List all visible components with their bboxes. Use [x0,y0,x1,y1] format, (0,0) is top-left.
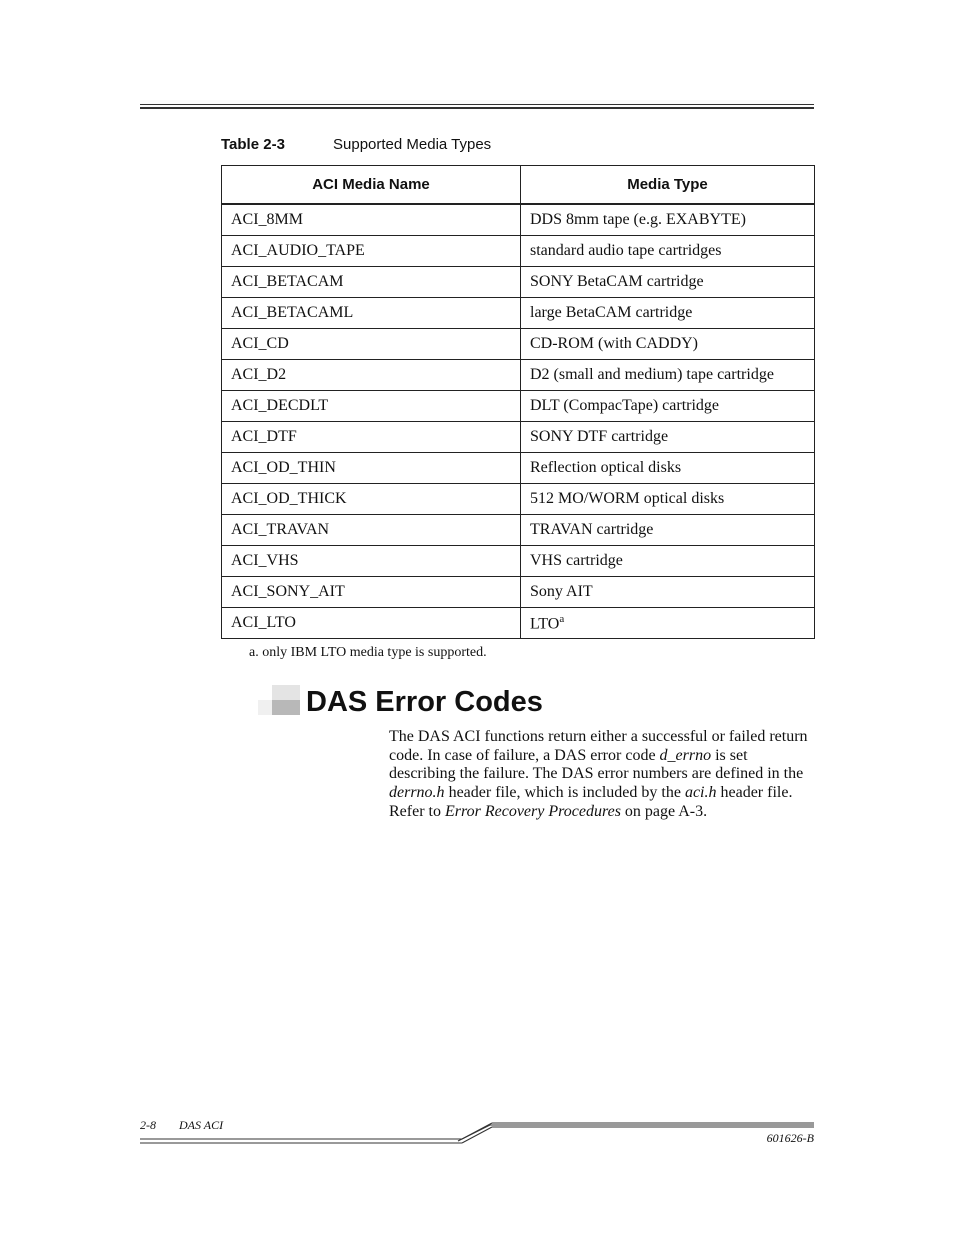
media-name-cell: ACI_DTF [222,422,521,453]
table-row [222,236,815,267]
media-type-cell: large BetaCAM cartridge [521,298,815,329]
table-title: Supported Media Types [333,136,492,153]
media-name-cell: ACI_TRAVAN [222,515,521,546]
media-type-cell: SONY DTF cartridge [521,422,815,453]
media-name-cell: ACI_CD [222,329,521,360]
media-type-cell: 512 MO/WORM optical disks [521,484,815,515]
footer-rule [140,1120,814,1146]
media-types-table [221,165,815,639]
media-name-cell: ACI_OD_THICK [222,484,521,515]
media-type-cell: D2 (small and medium) tape cartridge [521,360,815,391]
table-row [222,298,815,329]
footer-title: DAS ACI [179,1118,224,1132]
media-type-cell: DDS 8mm tape (e.g. EXABYTE) [521,204,815,236]
body-text: The DAS ACI functions return either a successful or failed return code. In case of failure, a DAS error code [389,728,808,764]
document-number: 601626-B [766,1131,814,1145]
media-name-cell: ACI_D2 [222,360,521,391]
media-type-text: LTO [530,615,560,633]
table-header-row [222,166,815,205]
body-italic: derrno.h [389,784,445,802]
media-name-cell: ACI_AUDIO_TAPE [222,236,521,267]
heading-bullet-icon [258,685,300,715]
table-row [222,329,815,360]
table-row [222,204,815,236]
body-text: header file, which is included by the [444,784,685,802]
body-text: header file. Refer to [389,784,793,820]
table-row [222,577,815,608]
media-type-cell [521,608,815,639]
body-italic: Error Recovery Procedures [444,802,621,820]
page-number: 2-8 [140,1118,156,1132]
table-row [222,546,815,577]
table-row [222,515,815,546]
table-footnote: a. only IBM LTO media type is supported. [249,645,487,660]
column-header: ACI Media Name [222,166,521,205]
media-type-cell: Sony AIT [521,577,815,608]
body-italic: aci.h [684,784,717,802]
column-header: Media Type [521,166,815,205]
table-row [222,391,815,422]
table-row [222,453,815,484]
media-name-cell: ACI_8MM [222,204,521,236]
body-text: on page A-3. [620,802,708,820]
media-type-cell: SONY BetaCAM cartridge [521,267,815,298]
media-name-cell: ACI_BETACAM [222,267,521,298]
body-text: is set describing the failure. The DAS error numbers are defined in the [389,746,804,783]
media-name-cell: ACI_BETACAML [222,298,521,329]
media-type-cell: standard audio tape cartridges [521,236,815,267]
media-name-cell: ACI_DECDLT [222,391,521,422]
media-type-cell: Reflection optical disks [521,453,815,484]
table-row [222,608,815,639]
table-number: Table 2-3 [221,136,285,153]
section-body [389,728,814,822]
table-row [222,360,815,391]
table-row [222,484,815,515]
media-type-cell: VHS cartridge [521,546,815,577]
section-heading: DAS Error Codes [306,686,543,718]
media-type-cell: CD-ROM (with CADDY) [521,329,815,360]
table-row [222,267,815,298]
table-caption [221,136,491,153]
table-row [222,422,815,453]
footnote-mark: a [559,612,565,625]
media-type-cell: DLT (CompacTape) cartridge [521,391,815,422]
media-type-cell: TRAVAN cartridge [521,515,815,546]
media-name-cell: ACI_VHS [222,546,521,577]
media-name-cell: ACI_SONY_AIT [222,577,521,608]
media-name-cell: ACI_LTO [222,608,521,639]
body-italic: d_errno [659,746,712,764]
header-rule [140,104,814,109]
footer-left [140,1118,223,1133]
media-name-cell: ACI_OD_THIN [222,453,521,484]
